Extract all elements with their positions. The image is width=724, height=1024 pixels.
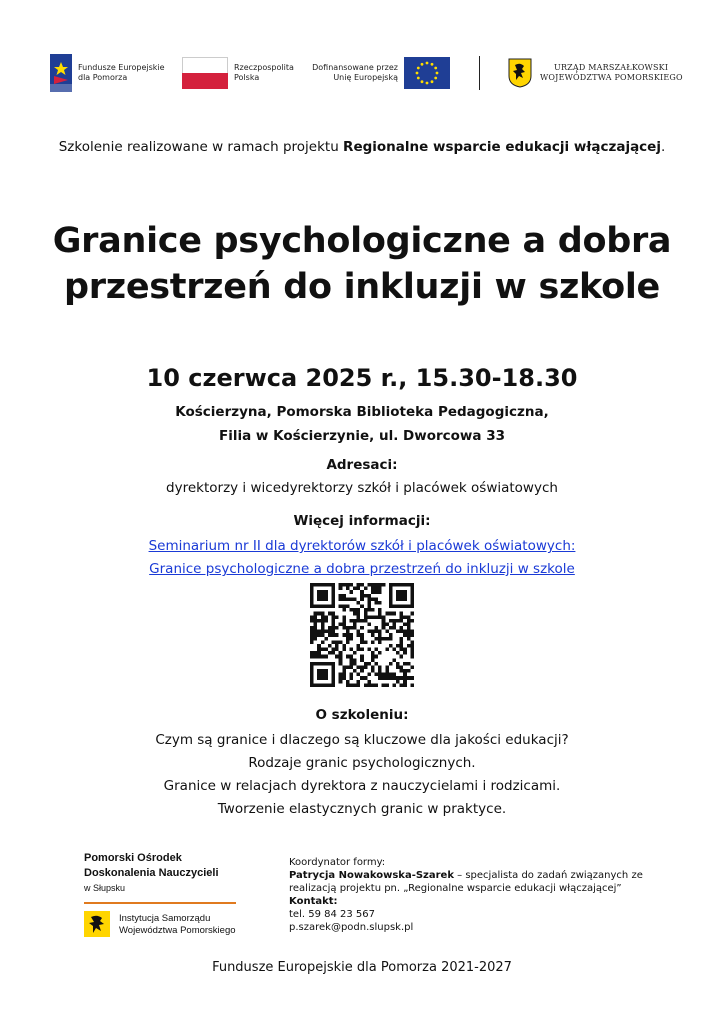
about-item: Granice w relacjach dyrektora z nauczycielami i rodzicami. bbox=[163, 778, 561, 794]
podn-orange-line bbox=[84, 902, 236, 904]
contact-phone: tel. 59 84 23 567 bbox=[289, 909, 376, 920]
podn-line1: Pomorski Ośrodek bbox=[84, 852, 182, 864]
coordinator-label: Koordynator formy: bbox=[289, 857, 386, 868]
intro-prefix: Szkolenie realizowane w ramach projektu bbox=[58, 139, 344, 155]
fe-logo-line2: dla Pomorza bbox=[78, 73, 128, 82]
eu-line2: Unię Europejską bbox=[333, 73, 398, 82]
rp-line1: Rzeczpospolita bbox=[234, 63, 294, 72]
um-line1: URZĄD MARSZAŁKOWSKI bbox=[554, 63, 669, 72]
coordinator-block bbox=[289, 856, 709, 934]
rp-logo bbox=[182, 56, 302, 90]
eu-flag-icon bbox=[404, 57, 450, 89]
event-date: 10 czerwca 2025 r., 15.30-18.30 bbox=[146, 364, 578, 392]
gryf-crest-small-icon bbox=[84, 911, 110, 937]
about-list bbox=[0, 729, 724, 821]
coordinator-desc1: – specjalista do zadań związanych ze bbox=[453, 870, 643, 881]
coordinator-name: Patrycja Nowakowska-Szarek bbox=[289, 870, 454, 881]
intro-project: Regionalne wsparcie edukacji włączającej bbox=[343, 139, 661, 155]
poland-flag-icon bbox=[182, 57, 228, 89]
intro-suffix: . bbox=[660, 139, 666, 155]
location-line1: Kościerzyna, Pomorska Biblioteka Pedagogiczna, bbox=[175, 404, 549, 420]
eu-logo bbox=[300, 56, 452, 90]
more-info-links bbox=[0, 535, 724, 581]
gryf-crest-icon bbox=[508, 58, 532, 88]
fe-logo bbox=[50, 54, 170, 92]
coordinator-desc2: realizacją projektu pn. „Regionalne wsparcie edukacji włączającej” bbox=[289, 883, 622, 894]
addressees-text: dyrektorzy i wicedyrektorzy szkół i placówek oświatowych bbox=[166, 480, 558, 496]
podn-line3: w Słupsku bbox=[84, 883, 126, 893]
about-item: Czym są granice i dlaczego są kluczowe dla jakości edukacji? bbox=[155, 732, 569, 748]
addressees-label: Adresaci: bbox=[326, 457, 398, 473]
title-line1: Granice psychologiczne a dobra bbox=[52, 221, 672, 261]
inst-line2: Województwa Pomorskiego bbox=[119, 925, 236, 936]
about-label: O szkoleniu: bbox=[315, 707, 409, 723]
location-line2: Filia w Kościerzynie, ul. Dworcowa 33 bbox=[219, 428, 505, 444]
um-line2: WOJEWÓDZTWA POMORSKIEGO bbox=[540, 73, 683, 82]
event-location bbox=[0, 400, 724, 448]
seminar-link-line2[interactable]: Granice psychologiczne a dobra przestrzeń do inkluzji w szkole bbox=[149, 561, 575, 577]
intro-line bbox=[0, 139, 724, 155]
um-logo bbox=[508, 56, 688, 90]
more-info-label: Więcej informacji: bbox=[293, 513, 431, 529]
title-line2: przestrzeń do inkluzji w szkole bbox=[64, 267, 660, 307]
bottom-funding-text: Fundusze Europejskie dla Pomorza 2021-2027 bbox=[212, 960, 512, 975]
contact-label: Kontakt: bbox=[289, 896, 338, 907]
rp-line2: Polska bbox=[234, 73, 260, 82]
podn-logo bbox=[84, 851, 254, 896]
fe-logo-line1: Fundusze Europejskie bbox=[78, 63, 165, 72]
institution-text bbox=[119, 913, 236, 937]
seminar-link-line1[interactable]: Seminarium nr II dla dyrektorów szkół i placówek oświatowych: bbox=[148, 538, 576, 554]
about-item: Tworzenie elastycznych granic w praktyce. bbox=[217, 801, 507, 817]
inst-line1: Instytucja Samorządu bbox=[119, 913, 211, 924]
contact-email: p.szarek@podn.slupsk.pl bbox=[289, 922, 414, 933]
fe-flag-icon bbox=[50, 54, 72, 92]
header-divider bbox=[479, 56, 480, 90]
page-title bbox=[0, 218, 724, 310]
eu-line1: Dofinansowane przez bbox=[312, 63, 398, 72]
about-item: Rodzaje granic psychologicznych. bbox=[248, 755, 476, 771]
podn-line2: Doskonalenia Nauczycieli bbox=[84, 867, 219, 879]
qr-code[interactable] bbox=[310, 583, 414, 687]
